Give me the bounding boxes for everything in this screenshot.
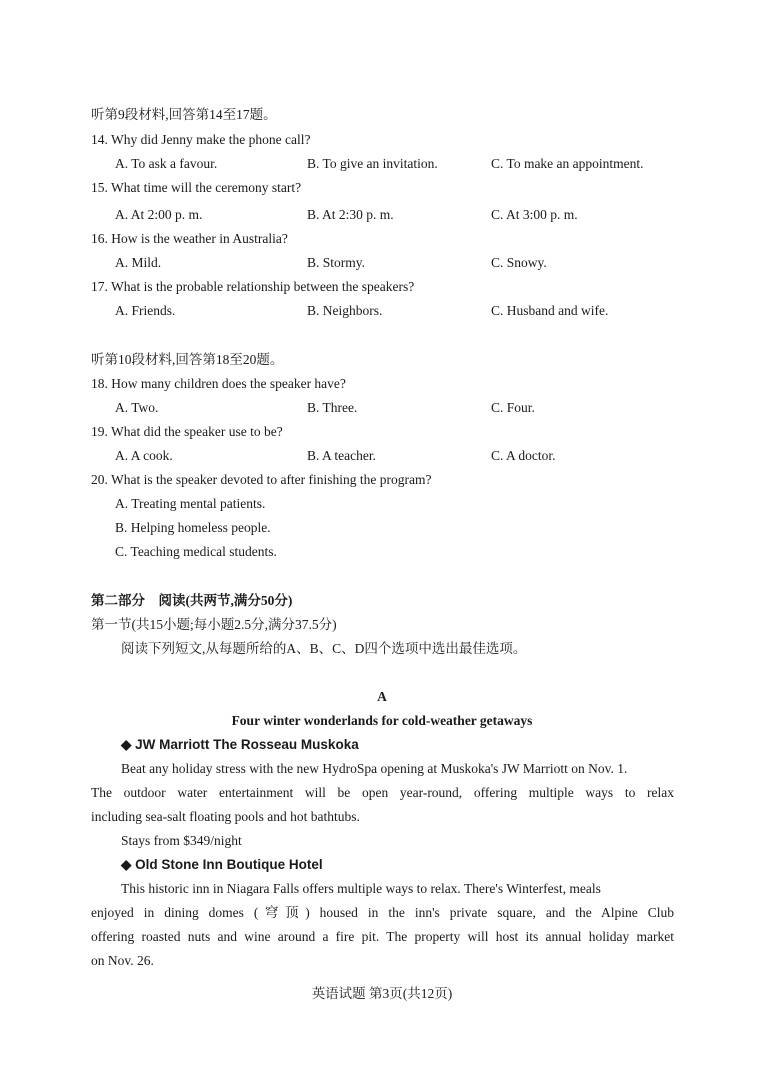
q17-option-c: C. Husband and wife. [491, 303, 609, 318]
q17-option-a: A. Friends. [115, 303, 176, 318]
question-17: 17. What is the probable relationship between the speakers? [91, 279, 415, 294]
item-1-price: Stays from $349/night [121, 833, 242, 848]
q16-option-b: B. Stormy. [307, 255, 366, 270]
diamond-bullet-icon: ◆ [121, 857, 132, 872]
diamond-bullet-icon: ◆ [121, 737, 132, 752]
q20-option-a: A. Treating mental patients. [115, 496, 266, 511]
q15-option-a: A. At 2:00 p. m. [115, 207, 203, 222]
item-2-line-3: offering roasted nuts and wine around a fire pit. The property will host its annual holiday market [91, 929, 674, 944]
question-20: 20. What is the speaker devoted to after finishing the program? [91, 472, 432, 487]
reading-instruction: 阅读下列短文,从每题所给的A、B、C、D四个选项中选出最佳选项。 [121, 641, 527, 656]
question-14: 14. Why did Jenny make the phone call? [91, 132, 311, 147]
q14-option-a: A. To ask a favour. [115, 156, 218, 171]
section-10-header: 听第10段材料,回答第18至20题。 [91, 352, 284, 367]
q18-option-b: B. Three. [307, 400, 358, 415]
q19-option-c: C. A doctor. [491, 448, 556, 463]
q19-option-a: A. A cook. [115, 448, 173, 463]
reading-part-title: 第二部分 阅读(共两节,满分50分) [91, 593, 293, 608]
question-16: 16. How is the weather in Australia? [91, 231, 288, 246]
passage-title: Four winter wonderlands for cold-weather getaways [231, 713, 533, 728]
q16-option-a: A. Mild. [115, 255, 162, 270]
q15-option-b: B. At 2:30 p. m. [307, 207, 394, 222]
question-19: 19. What did the speaker use to be? [91, 424, 283, 439]
q17-option-b: B. Neighbors. [307, 303, 383, 318]
passage-letter: A [377, 689, 387, 704]
reading-section-title: 第一节(共15小题;每小题2.5分,满分37.5分) [91, 617, 337, 632]
item-1-line-1: Beat any holiday stress with the new HydroSpa opening at Muskoka's JW Marriott on Nov. 1. [121, 761, 628, 776]
item-2-line-4: on Nov. 26. [91, 953, 154, 968]
q14-option-c: C. To make an appointment. [491, 156, 644, 171]
q15-option-c: C. At 3:00 p. m. [491, 207, 578, 222]
q18-option-a: A. Two. [115, 400, 159, 415]
question-15: 15. What time will the ceremony start? [91, 180, 302, 195]
item-2-heading [121, 856, 323, 874]
q16-option-c: C. Snowy. [491, 255, 547, 270]
q20-option-c: C. Teaching medical students. [115, 544, 277, 559]
item-2-line-2: enjoyed in dining domes (穹顶) housed in the inn's private square, and the Alpine Club [91, 905, 674, 920]
q18-option-c: C. Four. [491, 400, 535, 415]
item-1-name: JW Marriott The Rosseau Muskoka [135, 737, 359, 752]
item-1-line-3: including sea-salt floating pools and hot bathtubs. [91, 809, 360, 824]
item-2-line-1: This historic inn in Niagara Falls offers multiple ways to relax. There's Winterfest, meals [121, 881, 601, 896]
section-9-header: 听第9段材料,回答第14至17题。 [91, 107, 277, 122]
q20-option-b: B. Helping homeless people. [115, 520, 271, 535]
item-1-heading [121, 736, 359, 754]
q14-option-b: B. To give an invitation. [307, 156, 438, 171]
q19-option-b: B. A teacher. [307, 448, 376, 463]
item-1-line-2: The outdoor water entertainment will be open year-round, offering multiple ways to relax [91, 785, 674, 800]
item-2-name: Old Stone Inn Boutique Hotel [135, 857, 323, 872]
question-18: 18. How many children does the speaker have? [91, 376, 346, 391]
page-footer: 英语试题 第3页(共12页) [311, 986, 453, 1001]
